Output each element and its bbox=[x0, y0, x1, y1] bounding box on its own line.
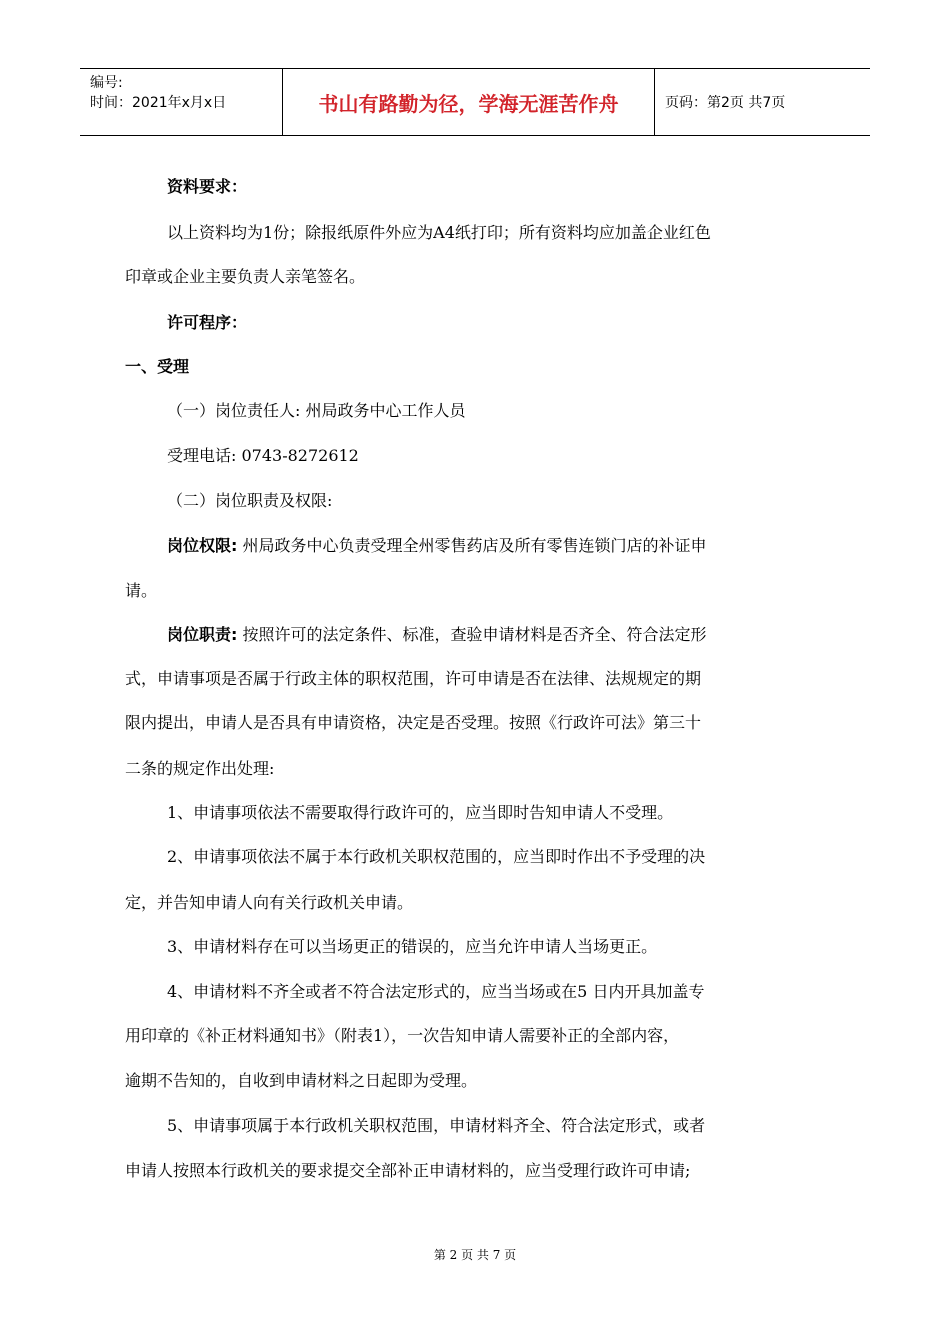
list-item: 5、申请事项属于本行政机关职权范围，申请材料齐全、符合法定形式，或者 bbox=[167, 1116, 706, 1135]
document-number-label: 编号: bbox=[90, 75, 123, 91]
inline-label: 岗位权限: bbox=[167, 536, 238, 555]
paragraph-line bbox=[167, 535, 707, 557]
inline-label: 岗位职责: bbox=[167, 625, 238, 644]
paragraph-line: 式，申请事项是否属于行政主体的职权范围，许可申请是否在法律、法规规定的期 bbox=[125, 669, 702, 688]
document-date: 时间：2021年x月x日 bbox=[90, 95, 227, 111]
paragraph-line: 逾期不告知的，自收到申请材料之日起即为受理。 bbox=[125, 1071, 478, 1090]
list-item: 1、申请事项依法不需要取得行政许可的，应当即时告知申请人不受理。 bbox=[167, 803, 674, 822]
section-heading-acceptance: 一、受理 bbox=[125, 357, 190, 376]
phone-line: 受理电话: 0743-8272612 bbox=[167, 446, 359, 465]
list-item: 3、申请材料存在可以当场更正的错误的，应当允许申请人当场更正。 bbox=[167, 937, 658, 956]
header-page-info: 页码：第2页 共7页 bbox=[665, 95, 786, 111]
paragraph-line: 限内提出，申请人是否具有申请资格，决定是否受理。按照《行政许可法》第三十 bbox=[125, 713, 702, 732]
list-item: 2、申请事项依法不属于本行政机关职权范围的，应当即时作出不予受理的决 bbox=[167, 847, 706, 866]
paragraph-line: （一）岗位责任人: 州局政务中心工作人员 bbox=[167, 401, 466, 420]
section-heading-materials: 资料要求： bbox=[167, 177, 248, 196]
list-item: 4、申请材料不齐全或者不符合法定形式的，应当当场或在5 日内开具加盖专 bbox=[167, 982, 705, 1001]
paragraph-line: 用印章的《补正材料通知书》（附表1），一次告知申请人需要补正的全部内容， bbox=[125, 1026, 680, 1045]
inline-text: 按照许可的法定条件、标准，查验申请材料是否齐全、符合法定形 bbox=[237, 625, 707, 644]
paragraph-line: （二）岗位职责及权限: bbox=[167, 491, 333, 510]
inline-text: 州局政务中心负责受理全州零售药店及所有零售连锁门店的补证申 bbox=[237, 536, 707, 555]
section-heading-procedure: 许可程序： bbox=[167, 313, 248, 332]
paragraph-line: 印章或企业主要负责人亲笔签名。 bbox=[125, 267, 366, 286]
paragraph-line: 以上资料均为1份；除报纸原件外应为A4纸打印；所有资料均应加盖企业红色 bbox=[167, 223, 711, 242]
paragraph-line: 二条的规定作出处理: bbox=[125, 759, 275, 778]
paragraph-line bbox=[167, 624, 707, 646]
header-meta bbox=[80, 69, 283, 135]
page-header bbox=[80, 68, 870, 136]
paragraph-line: 请。 bbox=[125, 581, 158, 600]
page-footer: 第 2 页 共 7 页 bbox=[433, 1248, 517, 1262]
paragraph-line: 定，并告知申请人向有关行政机关申请。 bbox=[125, 893, 414, 912]
paragraph-line: 申请人按照本行政机关的要求提交全部补正申请材料的，应当受理行政许可申请; bbox=[125, 1161, 691, 1180]
header-motto: 书山有路勤为径，学海无涯苦作舟 bbox=[283, 69, 655, 135]
